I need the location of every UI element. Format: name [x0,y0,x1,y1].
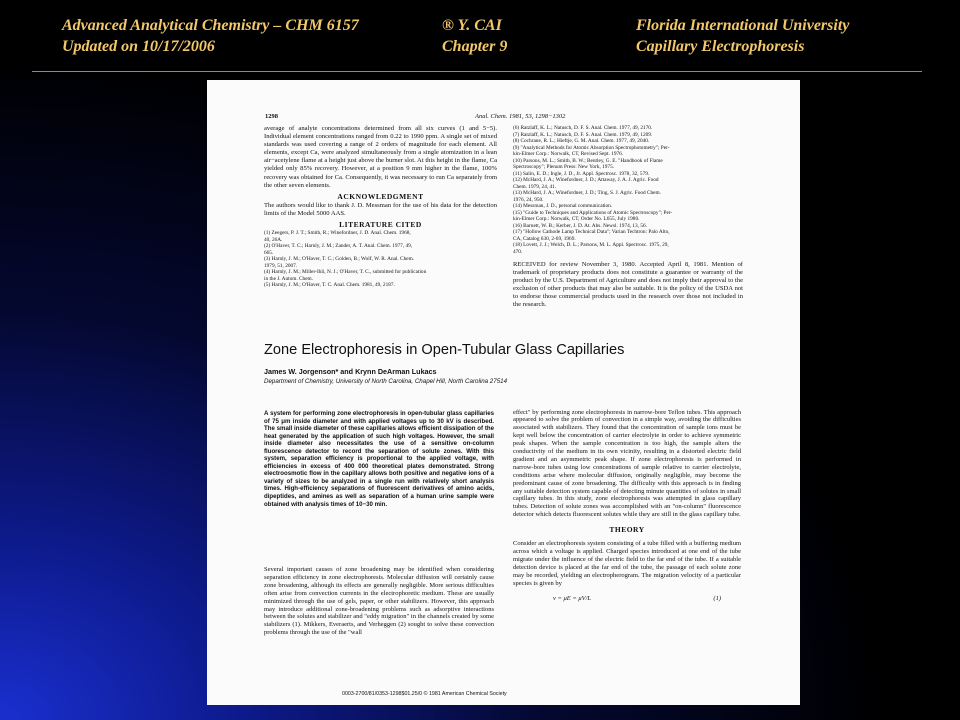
topic-label: Capillary Electrophoresis [636,38,805,55]
theory-heading: THEORY [609,524,645,534]
theory-text: Consider an electrophoresis system consisting of a tube filled with a buffering medium across which a voltage is applied. Charged species introduced at one end of the tube migrate under the influence of the electric field to the far end of the tube. If a suitable detection device is placed at the far end of the tube, the passage of each solute zone may be recorded, yielding an electropherogram. The migration velocity of a particular species is given by [513,540,741,587]
article-introduction: Several important causes of zone broadening may be identified when considering separation efficiency in zone electrophoresis. Molecular diffusion will certainly cause zone broadening, although its effects are generally negligible. More serious difficulties often arise from convection currents in the electrophoretic medium. These are usually minimized through the use of gels, paper, or other stabilizers. However, this approach may introduce additional zone-broadening problems such as adsorptive interactions between the solutes and stabilizer and "eddy migration" in the channels created by some stabilizers (1). Mikkers, Everaerts, and Verheggen (2) sought to solve these convection problems through the use of the "wall [264,566,494,637]
chapter-label: Chapter 9 [442,38,508,55]
reference-line: (3) Harnly, J. M.; O'Haver, T. C.; Golden, B.; Wolf, W. R. Anal. Chem. [264,256,415,263]
received-note: RECEIVED for review November 3, 1980. Accepted April 8, 1981. Mention of trademark of proprietary products does not constitute a guarantee or warranty of the product by the U.S. Department of Agriculture and does not imply their approval to the exclusion of other products that may also be suitable. It is the policy of the USDA not to endorse those commercial products used in the research over those not included in the research. [513,261,743,309]
reference-line: (2) O'Haver, T. C.; Harnly, J. M.; Zander, A. T. Anal. Chem. 1977, 49, [264,243,413,250]
reference-line: (14) Messman, J. D., personal communication. [513,203,613,209]
reference-line: 1976, 24, 950. [513,196,544,203]
reference-line: 40, 26A. [264,236,283,243]
article-affiliation: Department of Chemistry, University of North Carolina, Chapel Hill, North Carolina 27514 [264,378,508,385]
acknowledgment-heading: ACKNOWLEDGMENT [337,191,424,201]
reference-line: (5) Harnly, J. M.; O'Haver, T. C. Anal. Chem. 1981, 49, 2187. [264,282,395,289]
reference-line: 470. [513,248,523,255]
equation-row [513,594,741,603]
reference-line: (15) "Guide to Techniques and Applications of Atomic Spectroscopy"; Per- [513,209,673,216]
previous-article-right-column [513,125,743,310]
reference-list-right [513,125,743,255]
reference-line: (7) Ratzlaff, K. L.; Natusch, D. F. S. Anal. Chem. 1979, 49, 1209. [513,131,653,138]
article-abstract: A system for performing zone electrophoresis in open-tubular glass capillaries of 75 μm inside diameter and with applied voltages up to 30 kV is described. The small inside diameter of these capillaries allows efficient dissipation of the heat generated by the application of such high voltages. However, the small inside diameter also necessitates the use of a sensitive on-column fluorescence detector to record the separation of solute zones. With this system, separation efficiency is proportional to the applied voltage, with efficiencies in excess of 400 000 theoretical plates demonstrated. Strong electroosmotic flow in the capillary allows both positive and negative ions of a variety of sizes to be analyzed in a single run with relatively short analysis times. High-efficiency separations of fluorescent derivatives of amino acids, dipeptides, and amines as well as separation of a human urine sample were obtained with analysis times of 10−30 min. [264,410,494,508]
header-author-info [442,15,507,57]
header-divider [32,71,922,72]
course-title: Advanced Analytical Chemistry – CHM 6157 [62,17,359,34]
page-footer: 0003-2700/81/0353-1298$01.25/0 © 1981 American Chemical Society [342,691,507,697]
reference-line: (17) "Hollow Cathode Lamp Technical Data"; Varian Techtron: Palo Alto, [513,229,670,235]
reference-line: (10) Parsons, M. L.; Smith, B. W.; Bentley, G. E. "Handbook of Flame [513,157,663,164]
reference-line: (16) Barnett, W. B.; Kerber, J. D. At. Abs. Newsl. 1974, 13, 56. [513,222,647,229]
reference-line: kin-Elmer Corp.: Norwalk, CT, Order No. L655, July 1980. [513,216,640,222]
previous-article-text: average of analyte concentrations determined from all six curves (1 and 5−5). Individual element concentrations ranged from 0.22 to 1990 ppm. A single set of mixed standards was used covering a range of 2 orders of magnitude for each element. All elements, except Ca, were analyzed simultaneously from a single atomization in a lean air−acetylene flame at a height just above the burner slot. At this height in the flame, Ca yielded only 85% recovery. However, at a position 9 mm higher in the flame, 100% recovery was obtained for Ca. Consequently, it was necessary to run Ca separately from the other seven elements. [264,125,497,189]
reference-list-left [264,230,497,289]
reference-line: (12) McHard, J. A.; Winefordner, J. D.; Attaway, J. A. J. Agric. Food [513,177,659,183]
right-column-text: effect" by performing zone electrophoresis in narrow-bore Teflon tubes. This approach appeared to solve the problem of convection in a simple way, avoiding the difficulties associated with stabilizers. They found that the concentration of sample ions must be kept well below the concentration of carrier electrolyte in order to achieve symmetric peak shapes. When the sample concentration is too high, the sample alters the conductivity of the medium in its own vicinity, resulting in a distorted electric field gradient and an asymmetric peak shape. If zone electrophoresis is performed in narrow-bore tubes using low concentrations of sample relative to carrier electrolyte, conditions arise where molecular diffusion, originally negligible, may become the predominant cause of zone broadening. The difficulty with this approach is in finding any suitable detection system capable of detecting minute quantities of solutes in small capillary tubes. In this study, zone electrophoresis was attempted in glass capillary tubes. Detection of solute zones was accomplished with an "on-column" fluorescence detector which detects fluorescent solutes while they are still in the glass capillary tube. [513,408,741,519]
journal-citation: Anal. Chem. 1981, 53, 1298−1302 [475,113,566,120]
journal-page-image [207,80,800,705]
reference-line: CA, Catalog 630, 2-69, 1969. [513,235,576,242]
page-number: 1298 [265,113,278,120]
previous-article-left-column [264,125,497,289]
reference-line: Chem. 1979, 24, 41. [513,183,557,190]
reference-line: 1979, 51, 2007. [264,262,298,269]
reference-line: 665. [264,249,274,256]
reference-line: in the J. Autom. Chem. [264,275,313,282]
article-right-column [513,402,741,603]
author-credit: ® Y. CAI [442,17,502,34]
updated-date: Updated on 10/17/2006 [62,38,215,55]
article-authors: James W. Jorgenson* and Krynn DeArman Lukacs [264,367,437,376]
reference-line: (8) Cochrane, R. L.; Hieftje, G. M. Anal. Chem. 1977, 49, 2040. [513,138,650,144]
reference-line: (13) McHard, J. A.; Winefordner, J. D.; Ting, S. J. Agric. Food Chem. [513,190,661,196]
header-course-info [62,15,359,57]
article-title: Zone Electrophoresis in Open-Tubular Glass Capillaries [264,342,625,358]
reference-line: (4) Harnly, J. M.; Miller-Ihli, N. J.; O'Haver, T. C., submitted for publication [264,269,427,276]
header-institution-info [636,15,849,57]
reference-line: kin-Elmer Corp.: Norwalk, CT, Revised Sept. 1976. [513,151,624,157]
institution-name: Florida International University [636,17,850,34]
migration-velocity-equation: v = μE = μV/L [553,595,592,603]
reference-line: (11) Salin, E. D.; Ingle, J. D., Jr. Appl. Spectrosc. 1978, 32, 579. [513,170,650,177]
acknowledgment-text: The authors would like to thank J. D. Messman for the use of his data for the detection limits of the Model 5000 AAS. [264,201,497,217]
equation-number: (1) [713,595,721,603]
literature-cited-heading: LITERATURE CITED [339,220,422,230]
reference-line: (9) "Analytical Methods for Atomic Absorption Spectrophotometry"; Per- [513,144,670,151]
reference-line: (6) Ratzlaff, K. L.; Natusch, D. F. S. Anal. Chem. 1977, 49, 2170. [513,125,653,131]
reference-line: (1) Zeegers, P. J. T.; Smith, R.; Winefordner, J. D. Anal. Chem. 1968, [264,230,411,237]
reference-line: (18) Lovett, J. J.; Welch, D. L.; Parsons, M. L. Appl. Spectrosc. 1975, 29, [513,242,669,248]
reference-line: Spectroscopy"; Plenum Press: New York, 1975. [513,164,615,170]
